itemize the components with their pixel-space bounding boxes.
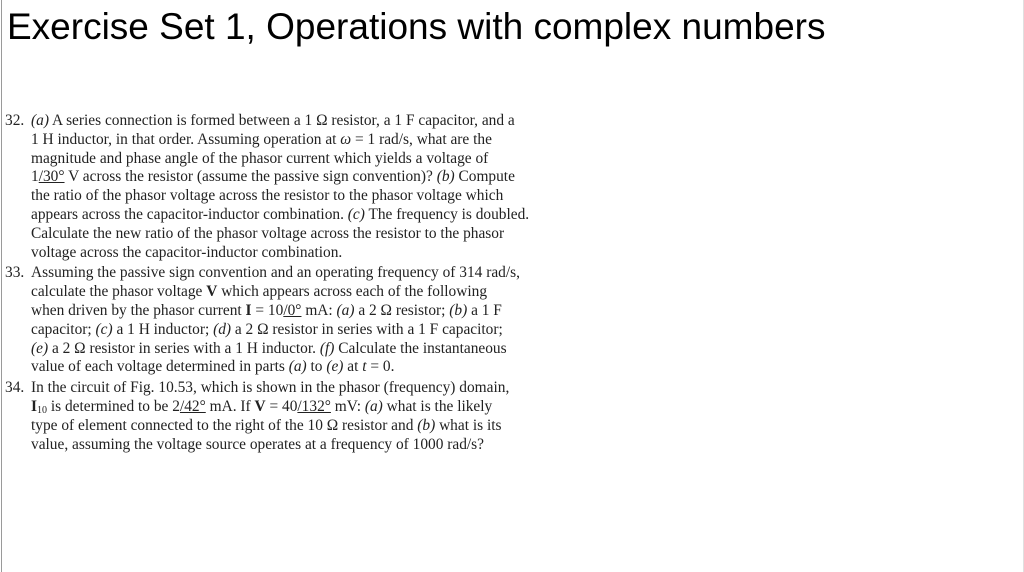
slide-title: Exercise Set 1, Operations with complex numbers: [7, 6, 826, 47]
problem-33: 33. Assuming the passive sign convention and an operating frequency of 314 rad/s, calculate the phasor voltage V which appears across each of the following when driven by the phasor current I = 10/0° mA: (a) a 2 Ω resistor; (b) a 1 F capacitor; (c) a 1 H inductor; (d) a 2 Ω resistor in series with a 1 F capacitor; (e) a 2 Ω resistor in series with a 1 H inductor. (f) Calculate the instantaneous value of each voltage determined in parts (a) to (e) at t = 0.: [5, 264, 520, 376]
left-border: [1, 0, 2, 572]
problem-list: [5, 112, 580, 456]
problem-number: 34.: [5, 379, 25, 397]
problem-number: 32.: [5, 112, 25, 129]
problem-32: 32. (a) A series connection is formed between a 1 Ω resistor, a 1 F capacitor, and a 1 H inductor, in that order. Assuming operation at ω = 1 rad/s, what are the magnitude and phase angle of the phasor current which yields a voltage of 1/30° V across the resistor (assume the passive sign convention)? (b) Compute the ratio of the phasor voltage across the resistor to the phasor voltage which appears across the capacitor-inductor combination. (c) The frequency is doubled. Calculate the new ratio of the phasor voltage across the resistor to the phasor voltage across the capacitor-inductor combination.: [5, 112, 530, 261]
problem-number: 33.: [5, 264, 25, 282]
problem-34: 34. In the circuit of Fig. 10.53, which is shown in the phasor (frequency) domain, $I_{10}$ is determined to be 2/42° mA. If V = 40/132° mV: (a) what is the likely type of element connected to the right of the 10 Ω resistor and (b) what is its value, assuming the voltage source operates at a frequency of 1000 rad/s?: [5, 379, 510, 453]
